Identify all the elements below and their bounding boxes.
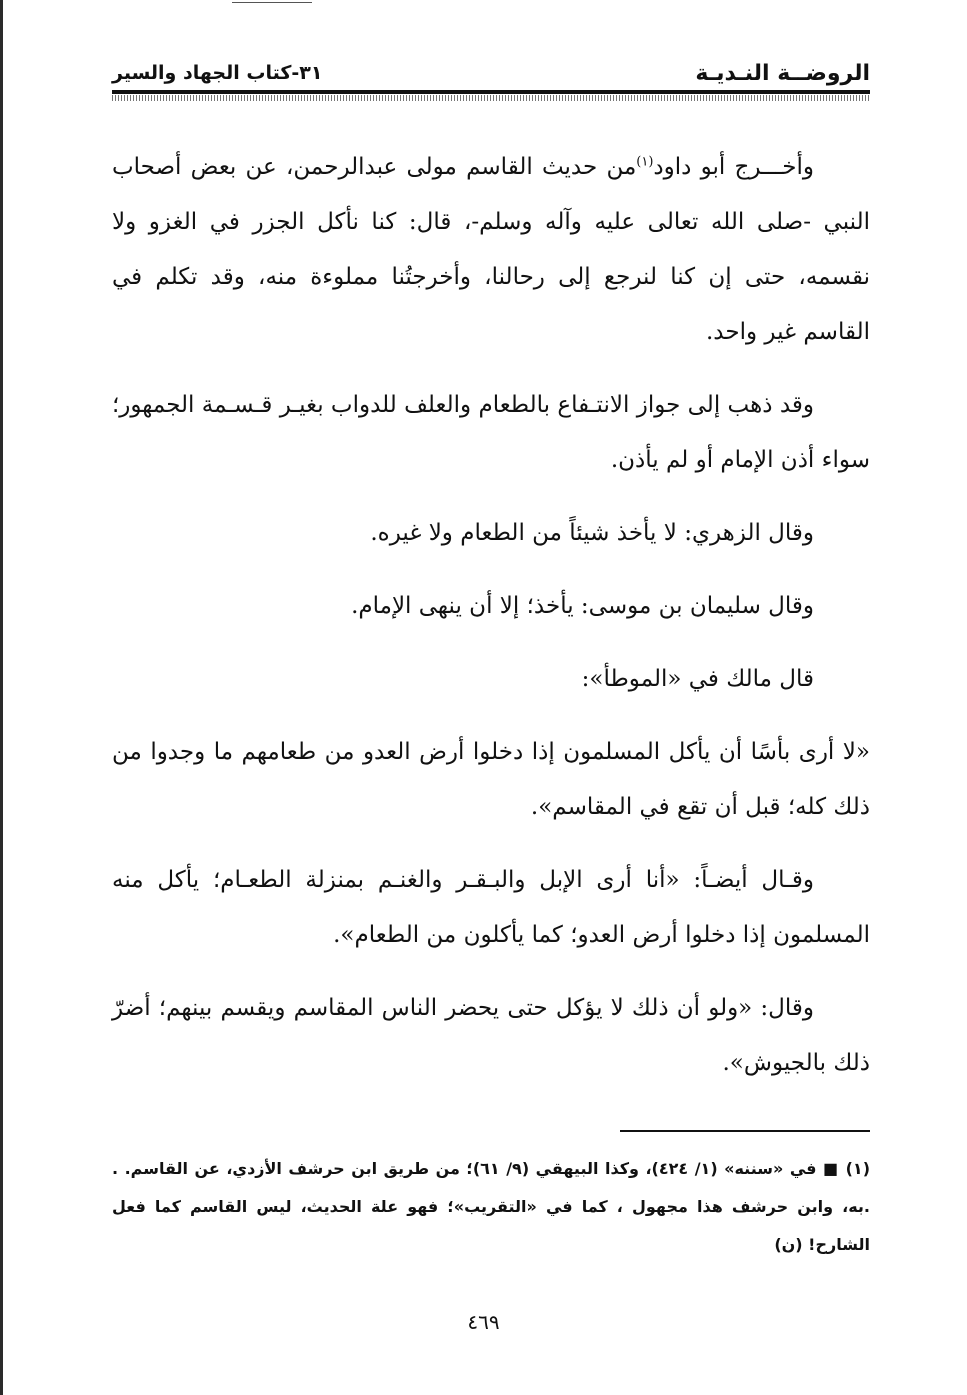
book-title: الروضــة النـديـة [695, 60, 870, 86]
footnote: (١) ■ في «سننه» (١/ ٤٢٤)، وكذا البيهقي (٩/ ٦١)؛ من طريق ابن حرشف الأزدي، عن القاسم. . .به، وابن حرشف هذا مجهول ، كما في «التقريب»؛ فهو علة الحديث، ليس القاسم كما فعل الشارح! (ن) [112, 1159, 870, 1254]
header-hatched-rule [112, 95, 870, 101]
paragraph-6: «لا أرى بأسًا أن يأكل المسلمون إذا دخلوا أرض العدو من طعامهم ما وجدوا من ذلك كله؛ قبل أن تقع في المقاسم». [112, 739, 870, 820]
paragraph-2: وقد ذهب إلى جواز الانتـفاع بالطعام والعلف للدواب بغيـر قـسـمة الجمهور؛ سواء أذن الإمام أو لم يأذن. [112, 392, 870, 473]
main-text [112, 140, 870, 1109]
scan-edge-shadow [0, 0, 3, 1395]
paragraph-4: وقال سليمان بن موسى: يأخذ؛ إلا أن ينهى الإمام. [351, 593, 814, 619]
footnote-ref[interactable]: (١) [636, 154, 654, 170]
paragraph-1-rest: من حديث القاسم مولى عبدالرحمن، عن بعض أصحاب النبي -صلى الله تعالى عليه وآله وسلم-، قال: كنا نأكل الجزر في الغزو ولا نقسمه، حتى إن كنا لنرجع إلى رحالنا، وأخرجتُنا مملوءة منه، وقد تكلم في القاسم غير واحد. [112, 154, 870, 345]
paragraph-1 [112, 140, 870, 360]
paragraph-5: قال مالك في «الموطأ»: [581, 666, 814, 692]
paragraph-3: وقال الزهري: لا يأخذ شيئاً من الطعام ولا غيره. [370, 520, 814, 546]
chapter-title: ٣١-كتاب الجهاد والسير [112, 62, 323, 84]
running-header [112, 58, 870, 88]
paragraph-8: وقال: «ولو أن ذلك لا يؤكل حتى يحضر الناس المقاسم ويقسم بينهم؛ أضرّ ذلك بالجيوش». [112, 995, 870, 1076]
paragraph-1-lead: وأخـــرج أبو داود [653, 154, 814, 180]
footnote-rule [620, 1130, 870, 1132]
scan-top-mark [232, 2, 312, 3]
header-rule [112, 90, 870, 94]
page-number: ٤٦٩ [467, 1310, 500, 1334]
paragraph-7: وقـال أيضـاً: «أنا أرى الإبل والبـقـر والغنـم بمنزلة الطعـام؛ يأكل منه المسلمون إذا دخلوا أرض العدو؛ كما يأكلون من الطعام». [112, 867, 870, 948]
